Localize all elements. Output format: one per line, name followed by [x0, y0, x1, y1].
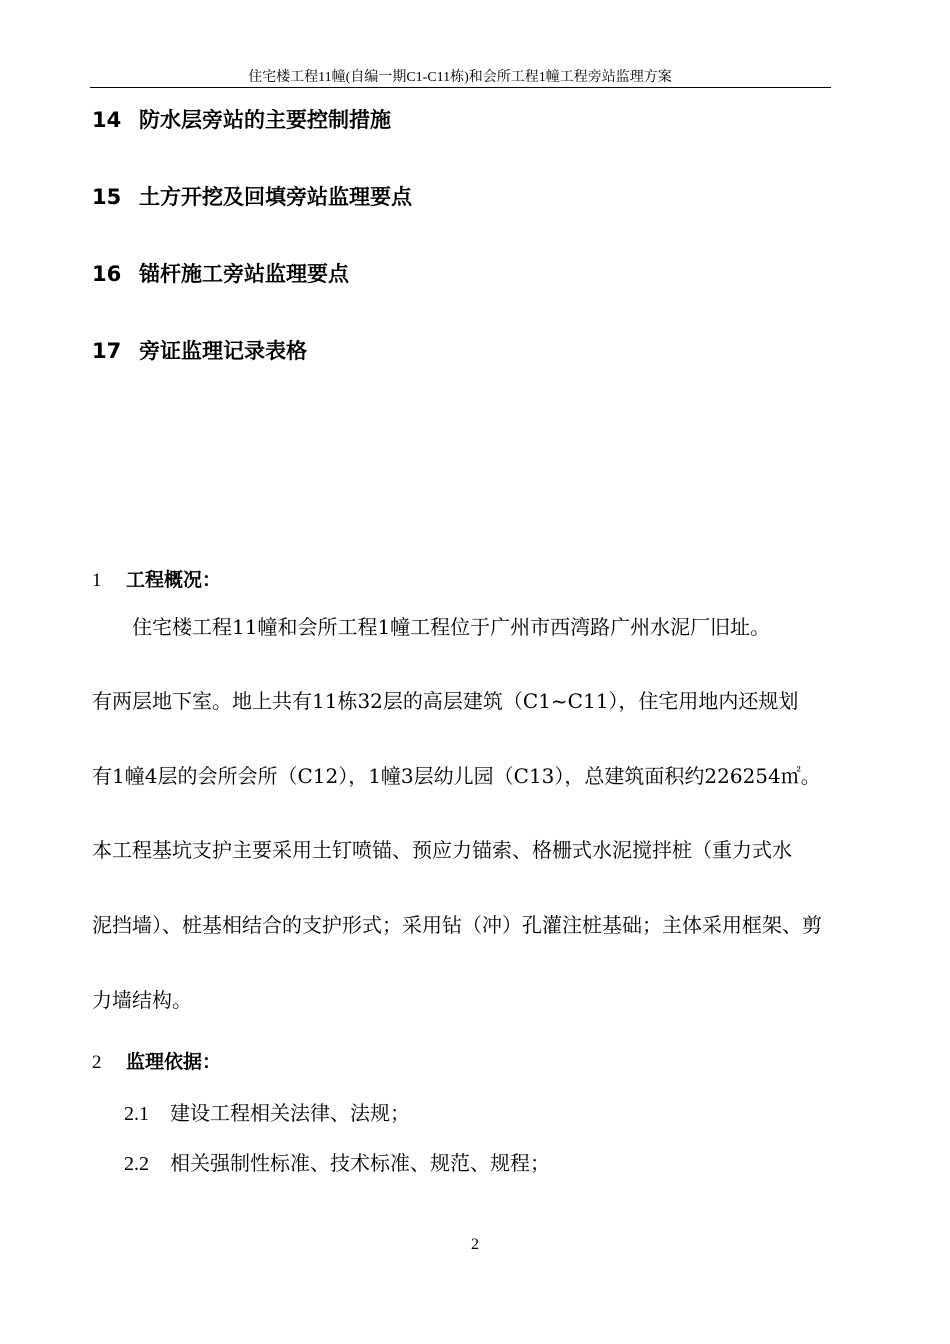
toc-item-15	[92, 181, 412, 211]
paragraph-line: 有1幢4层的会所会所（C12），1幢3层幼儿园（C13），总建筑面积约226254㎡。	[92, 764, 821, 788]
paragraph-line: 有两层地下室。地上共有11栋32层的高层建筑（C1~C11），住宅用地内还规划	[92, 689, 799, 713]
list-item-2-2	[124, 1147, 550, 1176]
paragraph-line: 住宅楼工程11幢和会所工程1幢工程位于广州市西湾路广州水泥厂旧址。	[92, 615, 771, 639]
toc-item-text: 锚杆施工旁站监理要点	[139, 262, 349, 286]
toc-item-number: 17	[92, 339, 122, 363]
list-item-text: 建设工程相关法律、法规；	[170, 1101, 410, 1125]
section-1-heading	[92, 565, 221, 592]
toc-item-text: 旁证监理记录表格	[139, 339, 307, 363]
page-header: 住宅楼工程11幢(自编一期C1-C11栋)和会所工程1幢工程旁站监理方案	[248, 70, 672, 85]
paragraph-line: 力墙结构。	[92, 988, 192, 1012]
toc-item-number: 16	[92, 262, 122, 286]
list-item-number: 2.2	[124, 1153, 149, 1175]
list-item-text: 相关强制性标准、技术标准、规范、规程；	[170, 1151, 550, 1175]
section-title: 工程概况：	[126, 569, 222, 591]
toc-item-text: 土方开挖及回填旁站监理要点	[139, 185, 412, 209]
list-item-number: 2.1	[124, 1103, 149, 1125]
toc-item-number: 15	[92, 185, 122, 209]
paragraph-line: 本工程基坑支护主要采用土钉喷锚、预应力锚索、格栅式水泥搅拌桩（重力式水	[92, 838, 792, 862]
toc-item-text: 防水层旁站的主要控制措施	[139, 108, 391, 132]
list-item-2-1	[124, 1097, 410, 1126]
toc-item-16	[92, 258, 349, 288]
toc-item-17	[92, 335, 307, 365]
section-number: 2	[92, 1052, 102, 1073]
section-title: 监理依据：	[126, 1051, 222, 1073]
toc-item-14	[92, 104, 391, 134]
section-number: 1	[92, 570, 102, 591]
toc-item-number: 14	[92, 108, 122, 132]
header-divider	[90, 87, 831, 88]
page-number: 2	[471, 1236, 479, 1253]
paragraph-line: 泥挡墙）、桩基相结合的支护形式；采用钻（冲）孔灌注桩基础；主体采用框架、剪	[92, 913, 822, 937]
section-2-heading	[92, 1047, 221, 1074]
